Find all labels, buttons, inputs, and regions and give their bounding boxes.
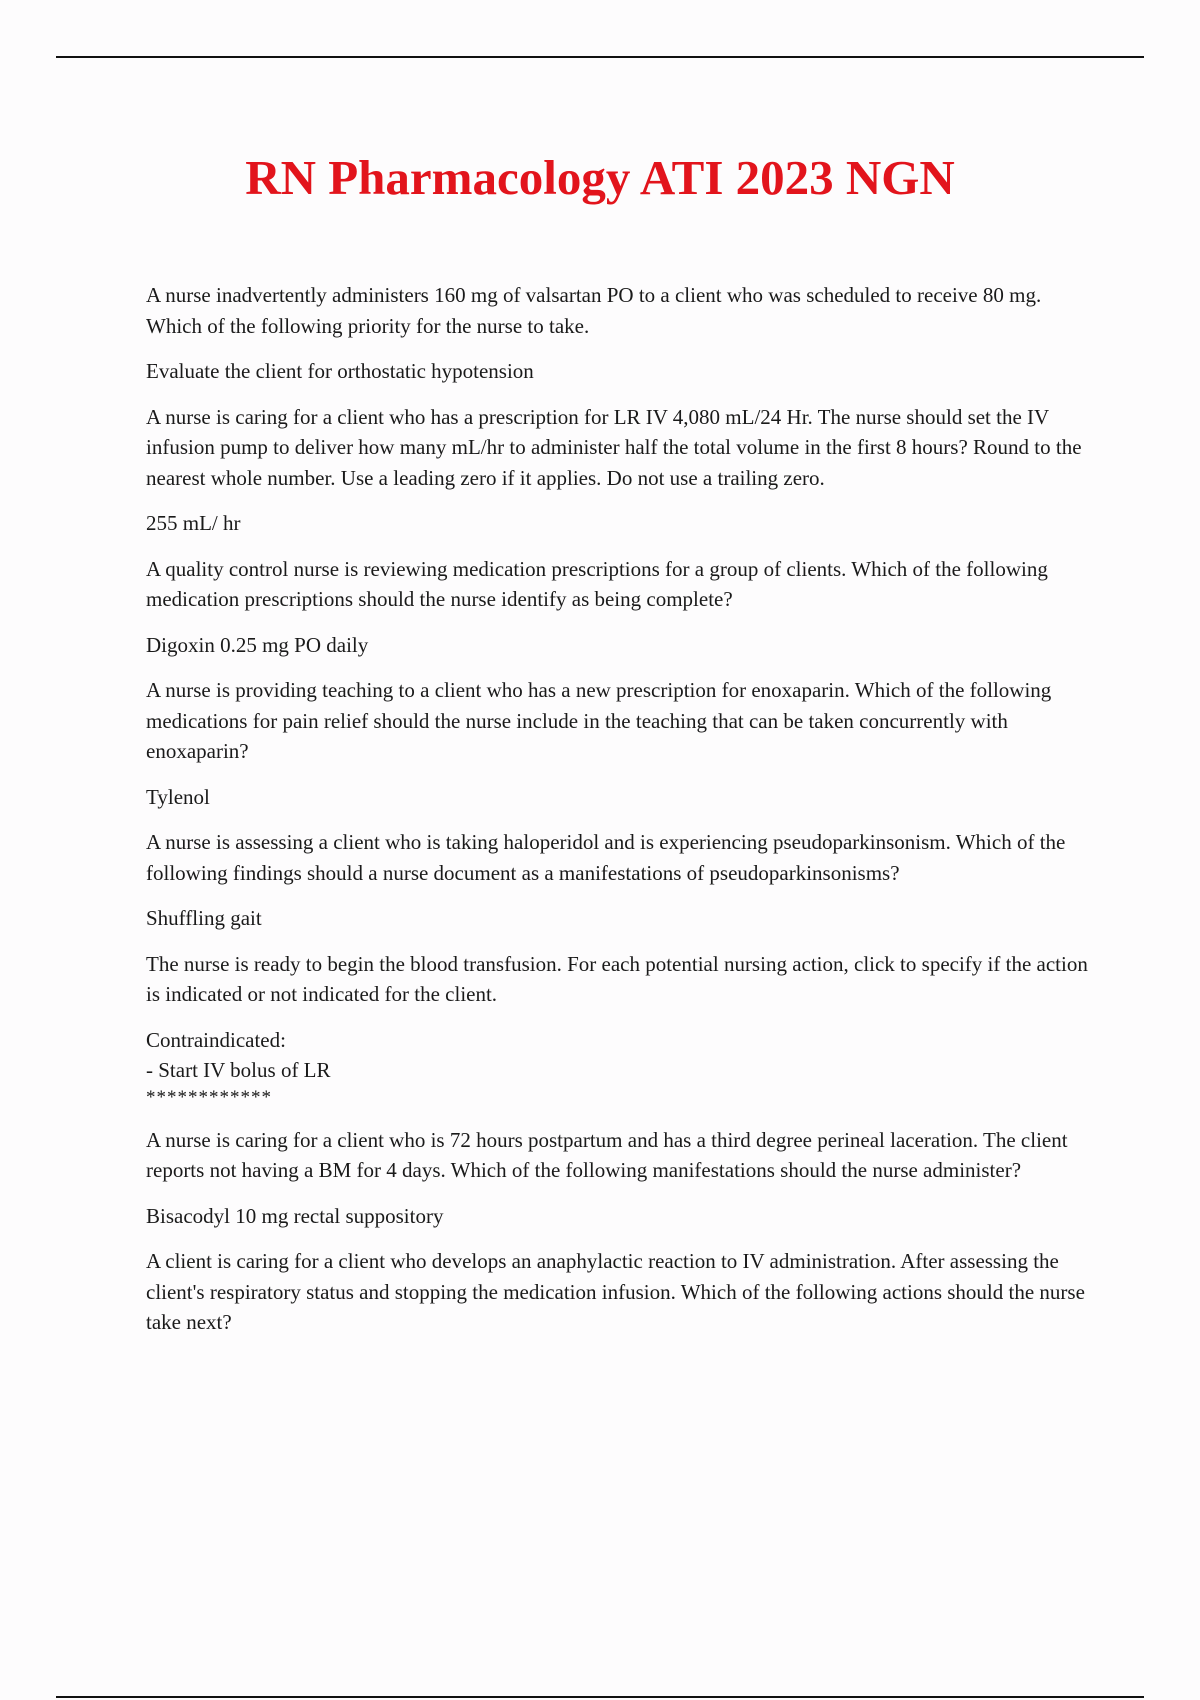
answer-3: Digoxin 0.25 mg PO daily: [146, 632, 369, 657]
bottom-rule: [56, 1696, 1144, 1698]
question-4: A nurse is providing teaching to a client who has a new prescription for enoxaparin. Which of the following medications for pain relief should the nurse include in the teaching that can be taken concurrently with enoxaparin?: [146, 678, 1052, 763]
answer-6-heading: Contraindicated:: [146, 1027, 286, 1052]
question-8: A client is caring for a client who develops an anaphylactic reaction to IV administration. After assessing the client's respiratory status and stopping the medication infusion. Which of the following actions should the nurse take next?: [146, 1249, 1085, 1334]
document-body: [146, 280, 1096, 1353]
answer-4: Tylenol: [146, 784, 210, 809]
top-rule: [56, 56, 1144, 58]
separator: ************: [146, 1086, 272, 1108]
question-5: A nurse is assessing a client who is taking haloperidol and is experiencing pseudoparkinsonism. Which of the following findings should a nurse document as a manifestations of pseudoparkinsonisms?: [146, 830, 1066, 885]
question-3: A quality control nurse is reviewing medication prescriptions for a group of clients. Which of the following medication prescriptions should the nurse identify as being complete?: [146, 556, 1048, 611]
answer-5: Shuffling gait: [146, 906, 262, 930]
question-2: A nurse is caring for a client who has a prescription for LR IV 4,080 mL/24 Hr. The nurse should set the IV infusion pump to deliver how many mL/hr to administer half the total volume in the first 8 hours? Round to the nearest whole number. Use a leading zero if it applies. Do not use a trailing zero.: [146, 404, 1082, 490]
question-1: A nurse inadvertently administers 160 mg of valsartan PO to a client who was scheduled to receive 80 mg. Which of the following priority for the nurse to take.: [146, 283, 1042, 338]
answer-2: 255 mL/ hr: [146, 511, 241, 535]
question-7: A nurse is caring for a client who is 72 hours postpartum and has a third degree perineal laceration. The client reports not having a BM for 4 days. Which of the following manifestations should the nurse administer?: [146, 1127, 1068, 1182]
answer-7: Bisacodyl 10 mg rectal suppository: [146, 1203, 444, 1228]
question-6: The nurse is ready to begin the blood transfusion. For each potential nursing action, click to specify if the action is indicated or not indicated for the client.: [146, 951, 1088, 1006]
answer-1: Evaluate the client for orthostatic hypotension: [146, 359, 534, 383]
answer-6-item: - Start IV bolus of LR: [146, 1058, 331, 1082]
page-title: RN Pharmacology ATI 2023 NGN: [245, 150, 955, 205]
